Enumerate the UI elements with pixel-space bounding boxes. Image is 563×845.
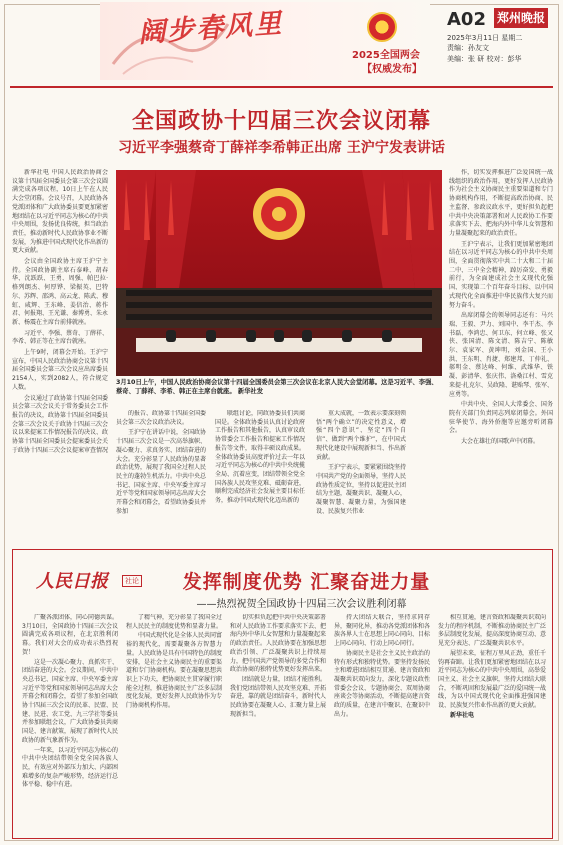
newspaper-logo: 郑州晚报 <box>494 8 548 28</box>
paragraph: 一年来，以习近平同志为核心的中共中央团结带领全党全国各族人民，有效应对外部压力加大、内部困难增多的复杂严峻形势，经济运行总体平稳、稳中有进。 <box>22 746 118 789</box>
paragraph: 协商民主是社会主义民主政治的特有形式和独特优势。要坚持发扬民主和增进团结相互贯通、建言资政和凝聚共识双向发力，深化专题议政性常委会会议、专题协商会、双周协商座谈会等协商活动，不断提高建言资政的质量，在建言中聚识、在聚识中出力。 <box>334 649 430 718</box>
commentary-column-1 <box>22 614 118 836</box>
issue-date: 2025年3月11日 星期二 <box>447 34 523 42</box>
people-daily-logo: 人民日报 <box>36 571 108 592</box>
page-number: A02 <box>447 9 486 30</box>
paragraph: 的报告、政协第十四届全国委员会第三次会议政治决议。 <box>116 410 206 426</box>
paragraph: 相互贯通，建言资政和凝聚共识双向发力的程序机制，不断推动协商民主广泛多层制度化发展，提高深度协商互动、意见充分表达、广泛凝聚共识水平。 <box>438 614 546 648</box>
article-column-4 <box>316 410 406 550</box>
paragraph: 持大团结大联合，坚持求同存异，聚同化异，推动各党派团体和各族各界人士在思想上同心同向、目标上同心同向、行动上同心同行。 <box>334 614 430 648</box>
photo-caption: 3月10日上午，中国人民政治协商会议第十四届全国委员会第三次会议在北京人民大会堂闭幕。这是习近平、李强、蔡奇、丁薛祥、李希、韩正在主席台就座。 新华社发 <box>116 379 438 395</box>
byline: 新华社电 <box>450 711 475 719</box>
paragraph: 重大成就，一致表示要深刻领悟“两个确立”的决定性意义，增强“四个意识”、坚定“四个自信”、做到“两个维护”，在中国式现代化建设中展现新担当、作出新贡献。 <box>316 410 406 461</box>
commentary-column-2 <box>126 614 222 836</box>
article-headline: 全国政协十四届三次会议闭幕 <box>131 108 431 134</box>
paragraph: 出席闭幕会的领导同志还有：马兴瑞、王毅、尹力、刘国中、李干杰、李书磊、李鸿忠、何卫东、何立峰、张又侠、张国清、陈文清、陈吉宁、陈敏尔、袁家军、黄坤明，刘金国、王小洪、王东明、肖捷、郑建邦、丁仲礼、郝明金、蔡达峰、何维、武维华、铁凝、彭清华、张庆伟、洛桑江村、雪克来提·扎克尔、吴政隆、谌贻琴、张军、应勇等。 <box>449 312 553 398</box>
paragraph: 广聚各派团体，同心同德共谋。3月10日，全国政协十四届三次会议圆满完成各项议程，在北京胜利闭幕。我们对大会的成功表示热烈祝贺！ <box>22 614 118 656</box>
commentary-title: 发挥制度优势 汇聚奋进力量 <box>182 571 431 593</box>
section-title: 2025全国两会 <box>352 50 420 61</box>
header-rule <box>10 86 553 88</box>
commentary-column-4 <box>334 614 430 836</box>
commentary-column-3 <box>230 614 326 836</box>
article-column-2 <box>116 410 206 550</box>
paragraph: 王沪宁表示，要紧紧围绕坚持中国共产党的全面领导，坚持人民政协性质定位，坚持以促进民主团结为主题，凝聚共识、凝聚人心，凝聚智慧、凝聚力量，为强国建设、民族复兴伟业 <box>316 464 406 515</box>
page-header <box>0 0 563 86</box>
article-subhead: 习近平李强蔡奇丁薛祥李希韩正出席 王沪宁发表讲话 <box>118 140 445 156</box>
paragraph: 会议通过了政协第十四届全国委员会第三次会议关于常务委员会工作报告的决议，政协第十四届全国委员会第三次会议关于政协十四届三次会议以来提案工作情况报告的决议、政协第十四届全国委员会提案委员会关于政协十四届三次会议提案审查情况 <box>12 394 108 454</box>
paragraph: 了精气神，充分彰显了我国全过程人民民主的制度优势和显著力量。 <box>126 614 222 630</box>
paragraph: 展望未来，征程万里风正劲，重任千钧再奋蹄。让我们更加紧密地团结在以习近平同志为核心的中共中央周围，高举爱国主义、社会主义旗帜，坚持大团结大联合，不断巩固和发展最广泛的爱国统一战线，为以中国式现代化全面推进强国建设、民族复兴伟业作出新的更大贡献。 <box>438 649 546 710</box>
paragraph: 作，切实发挥推进广泛爱国统一战线组织的政治作用，更好发挥人民政协作为社会主义协商民主重要渠道和专门协商机构作用，不断提高政治协商、民主监督、参政议政水平，更好担负起把中共中央决策部署和对人民政协工作要求落实下去、把海内外中华儿女智慧和力量凝聚起来的政治责任。 <box>449 169 553 237</box>
paragraph: 切实担负起把中共中央决策部署和对人民政协工作要求落实下去、把海内外中华儿女智慧和力量凝聚起来的政治责任。人民政协要在加强思想政治引领、广泛凝聚共识上持续用力，把中国共产党领导的多党合作和政治协商的独特优势更好发挥出来。 <box>230 614 326 674</box>
paragraph: 中国式现代化是全体人民共同富裕的现代化，需要凝聚各方智慧力量。人民政协是具有中国特色的制度安排，是社会主义协商民主的重要渠道和专门协商机构。要在凝聚思想共识上下功夫，把协商民主贯穿履行职能全过程，推进协商民主广泛多层制度化发展，更好发挥人民政协作为专门协商机构作用。 <box>126 632 222 710</box>
article-column-5 <box>449 169 553 549</box>
paragraph: 中共中央、全国人大常委会、国务院有关部门负责同志列席闭幕会。外国驻华使节、海外侨胞等应邀旁听闭幕会。 <box>449 401 553 435</box>
editor-line: 责编：孙友文 <box>447 44 489 52</box>
cppcc-emblem-icon <box>367 12 397 42</box>
commentary-subtitle: ——热烈祝贺全国政协十四届三次会议胜利闭幕 <box>196 599 407 610</box>
editorial-tag: 社论 <box>122 575 142 587</box>
paragraph: 这是一次凝心聚力、真抓实干、团结奋进的大会。会议期间，中共中央总书记、国家主席、中央军委主席习近平等党和国家领导同志出席大会开幕会和闭幕会，看望了参加全国政协十四届三次会议的民革、民盟、民建、民进、农工党、九三学社等委员并参加联组会议，广大政协委员共商国是、建言献策，展现了新时代人民政协的新气象新作为。 <box>22 658 118 744</box>
commentary-column-5 <box>438 614 546 836</box>
section-subtitle: 【权威发布】 <box>362 64 422 75</box>
article-column-3 <box>215 410 305 550</box>
paragraph: 团结就是力量，团结才能胜利。我们党团结带领人民攻坚克难、开拓奋进，靠的就是团结奋斗，新时代人民政协要在凝聚人心、汇聚力量上展现新担当。 <box>230 675 326 718</box>
paragraph: 王沪宁表示，让我们更加紧密地团结在以习近平同志为核心的中共中央周围，全面贯彻落实中共二十大和二十届二中、三中全会精神，踔厉奋发、勇毅前行，为全面建成社会主义现代化强国、实现第二个百年奋斗目标、以中国式现代化全面推进中华民族伟大复兴而努力奋斗。 <box>449 240 553 309</box>
paragraph: 新华社电 中国人民政治协商会议第十四届全国委员会第三次会议圆满完成各项议程，10日上午在人民大会堂闭幕。会议号召，人民政协各党派团体和广大政协委员要更加紧密地团结在以习近平同志为核心的中共中央周围，发扬优良传统，担当政治责任，推动新时代人民政协事业不断发展，为推进中国式现代化作出新的更大贡献。 <box>12 169 108 255</box>
paragraph: 习近平、李强、蔡奇、丁薛祥、李希、韩正等在主席台就座。 <box>12 329 108 346</box>
conference-photo <box>116 170 442 376</box>
paragraph: 上午9时，闭幕会开始。王沪宁宣布，中国人民政治协商会议第十四届全国委员会第三次会议应出席委员2154人，实到2082人，符合规定人数。 <box>12 349 108 391</box>
article-column-1 <box>12 169 108 549</box>
column-title: 阔步春风里 <box>137 7 285 50</box>
paragraph: 联组讨论，同政协委员们共商国是。全体政协委员认真讨论政府工作报告和其他报告，认真审议政协常委会工作报告和提案工作情况报告等文件，取得丰硕议政成果。全体政协委员高度评价过去一年以习近平同志为核心的中共中央统揽全局、沉着应变，团结带领全党全国各族人民攻坚克难、砥砺奋进，顺利完成经济社会发展主要目标任务，推动中国式现代化迈出新的 <box>215 410 305 505</box>
editor-credits <box>447 43 521 65</box>
paragraph: 会议由全国政协主席王沪宁主持。全国政协副主席石泰峰、胡春华、沈跃跃、王勇、周强、帕巴拉·格列朗杰、何厚铧、梁振英、巴特尔、苏辉、邵鸿、高云龙、陈武、穆虹、咸辉、王东峰、姜信治、蒋作君、何报翔、王光谦、秦博勇、朱永新、杨震在主席台前排就座。 <box>12 258 108 326</box>
designer-line: 美编：张 研 校对：彭华 <box>447 55 522 63</box>
paragraph: 大会在雄壮的国歌声中闭幕。 <box>461 438 540 446</box>
paragraph: 王沪宁在讲话中说，全国政协十四届三次会议是一次高举旗帜、凝心聚力、求真务实、团结奋进的大会。充分彰显了人民政协的显著政治优势，展现了我国全过程人民民主的蓬勃生机活力。中共中央总书记、国家主席、中央军委主席习近平等党和国家领导同志出席大会开幕会和闭幕会，看望政协委员并参加 <box>116 429 206 515</box>
